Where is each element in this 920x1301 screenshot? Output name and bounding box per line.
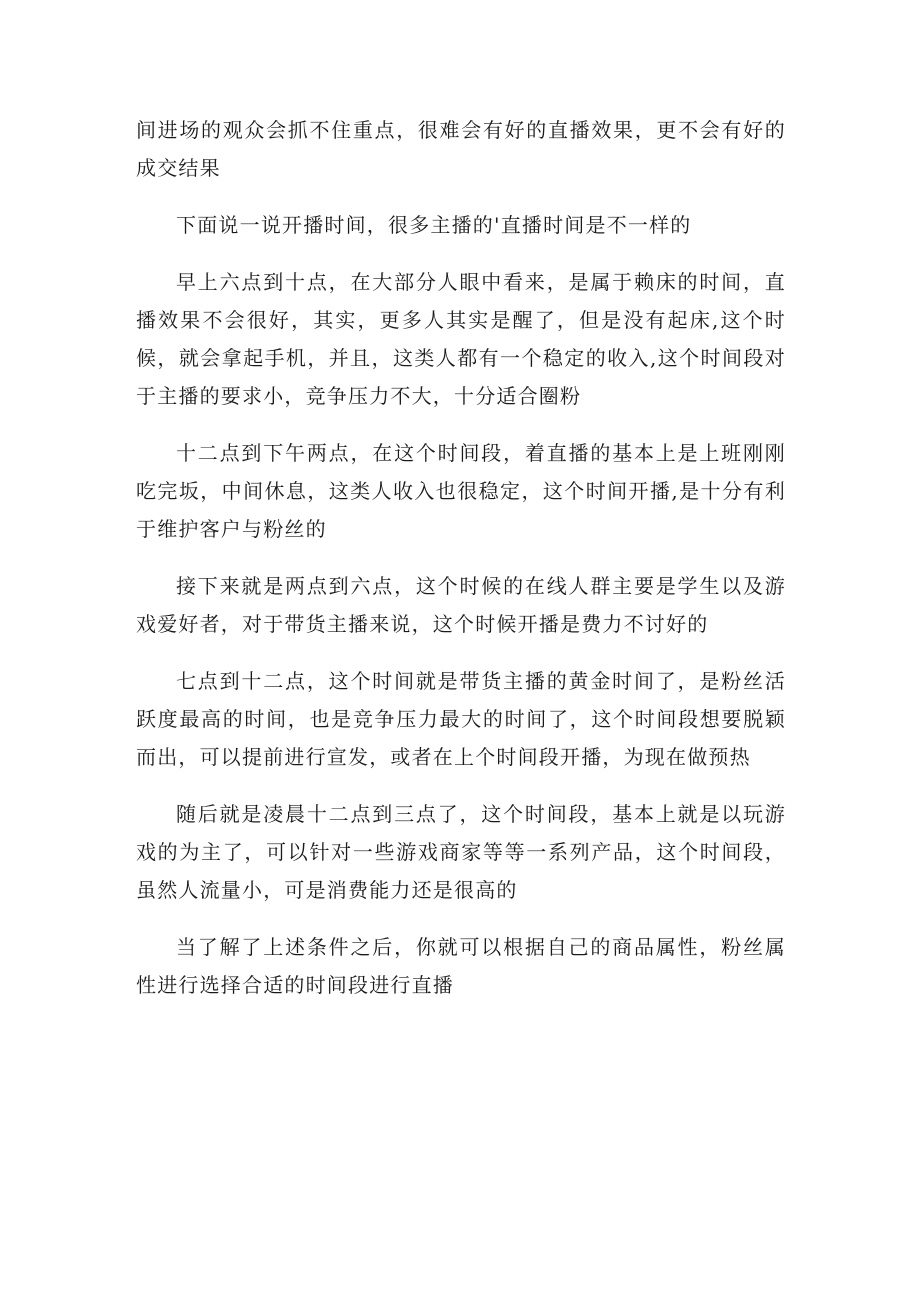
paragraph-4: 十二点到下午两点，在这个时间段，着直播的基本上是上班刚刚吃完坂，中间休息，这类人收入也很稳定，这个时间开播,是十分有利于维护客户与粉丝的 [136,441,786,541]
document-body [136,111,786,1023]
paragraph-8: 当了解了上述条件之后，你就可以根据自己的商品属性，粉丝属性进行选择合适的时间段进行直播 [136,935,786,997]
paragraph-5: 接下来就是两点到六点，这个时候的在线人群主要是学生以及游戏爱好者，对于带货主播来说，这个时候开播是费力不讨好的 [136,574,786,636]
paragraph-1: 间进场的观众会抓不住重点，很难会有好的直播效果，更不会有好的成交结果 [136,118,786,180]
paragraph-2: 下面说一说开播时间，很多主播的'直播时间是不一样的 [176,213,692,237]
paragraph-6: 七点到十二点，这个时间就是带货主播的黄金时间了，是粉丝活跃度最高的时间，也是竞争压力最大的时间了，这个时间段想要脱颖而出，可以提前进行宣发，或者在上个时间段开播，为现在做预热 [136,669,786,769]
paragraph-7: 随后就是凌晨十二点到三点了，这个时间段，基本上就是以玩游戏的为主了，可以针对一些游戏商家等等一系列产品，这个时间段，虽然人流量小，可是消费能力还是很高的 [136,802,786,902]
paragraph-3: 早上六点到十点，在大部分人眼中看来，是属于赖床的时间，直播效果不会很好，其实，更多人其实是醒了，但是没有起床,这个时候，就会拿起手机，并且，这类人都有一个稳定的收入,这个时间段对于主播的要求小，竞争压力不大，十分适合圈粉 [136,270,786,408]
